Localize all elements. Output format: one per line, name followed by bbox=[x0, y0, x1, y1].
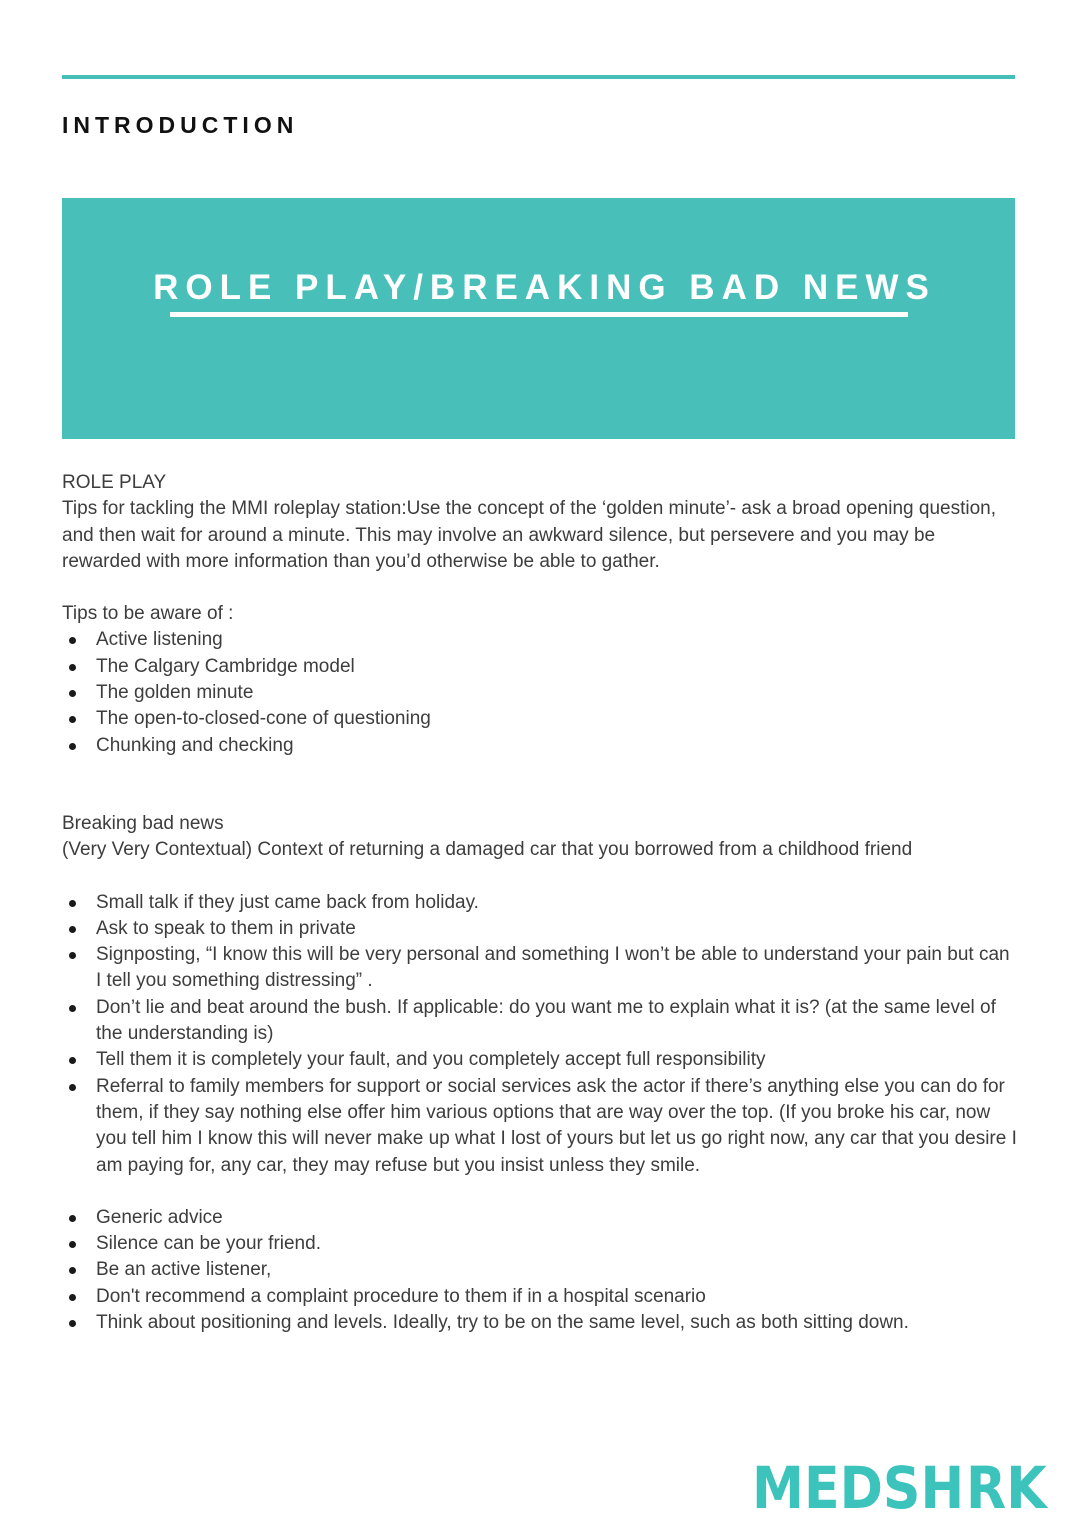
list-item: The golden minute bbox=[62, 680, 1017, 706]
document-body bbox=[62, 470, 1017, 1336]
list-item: Don’t lie and beat around the bush. If applicable: do you want me to explain what it is? (at the same level of the understanding is) bbox=[62, 995, 1017, 1048]
top-divider bbox=[62, 75, 1015, 79]
tips-list bbox=[62, 627, 1017, 758]
list-item: Silence can be your friend. bbox=[62, 1231, 1017, 1257]
section-label: INTRODUCTION bbox=[62, 112, 299, 138]
list-item: Ask to speak to them in private bbox=[62, 916, 1017, 942]
list-item: Generic advice bbox=[62, 1205, 1017, 1231]
role-play-heading: ROLE PLAY bbox=[62, 472, 167, 493]
breaking-bad-news-context: (Very Very Contextual) Context of returning a damaged car that you borrowed from a childhood friend bbox=[62, 839, 913, 861]
list-item: Active listening bbox=[62, 627, 1017, 653]
list-item: Don't recommend a complaint procedure to them if in a hospital scenario bbox=[62, 1284, 1017, 1310]
list-item: Small talk if they just came back from holiday. bbox=[62, 890, 1017, 916]
breaking-bad-news-heading: Breaking bad news bbox=[62, 812, 224, 834]
logo-text-left: MEDSH bbox=[752, 1454, 965, 1522]
list-item: Chunking and checking bbox=[62, 733, 1017, 759]
list-item: Referral to family members for support or social services ask the actor if there’s anything else you can do for them, if they say nothing else offer him various options that are way over the top. (If you broke his car, now you tell him I know this will never make up what I lost of yours but let us go right now, any car that you desire I am paying for, any car, they may refuse but you insist unless they smile. bbox=[62, 1074, 1017, 1179]
title-banner bbox=[62, 198, 1015, 439]
logo-text-right: RK bbox=[966, 1454, 1047, 1522]
list-item: Be an active listener, bbox=[62, 1257, 1017, 1283]
generic-advice-list bbox=[62, 1205, 1017, 1336]
list-item: The Calgary Cambridge model bbox=[62, 654, 1017, 680]
list-item: Think about positioning and levels. Ideally, try to be on the same level, such as both sitting down. bbox=[62, 1310, 1017, 1336]
title-underline bbox=[170, 312, 908, 317]
medshark-logo bbox=[752, 1454, 1047, 1522]
tips-heading: Tips to be aware of : bbox=[62, 603, 234, 625]
page-title: ROLE PLAY/BREAKING BAD NEWS bbox=[153, 268, 936, 307]
list-item: Tell them it is completely your fault, and you completely accept full responsibility bbox=[62, 1047, 1017, 1073]
steps-list bbox=[62, 890, 1017, 1179]
role-play-intro: Tips for tackling the MMI roleplay station:Use the concept of the ‘golden minute’- ask a broad opening question, and then wait for around a minute. This may involve an awkward silence, but persevere and you may be rewarded with more information than you’d otherwise be able to gather. bbox=[62, 498, 996, 572]
list-item: The open-to-closed-cone of questioning bbox=[62, 706, 1017, 732]
list-item: Signposting, “I know this will be very personal and something I won’t be able to understand your pain but can I tell you something distressing” . bbox=[62, 942, 1017, 995]
